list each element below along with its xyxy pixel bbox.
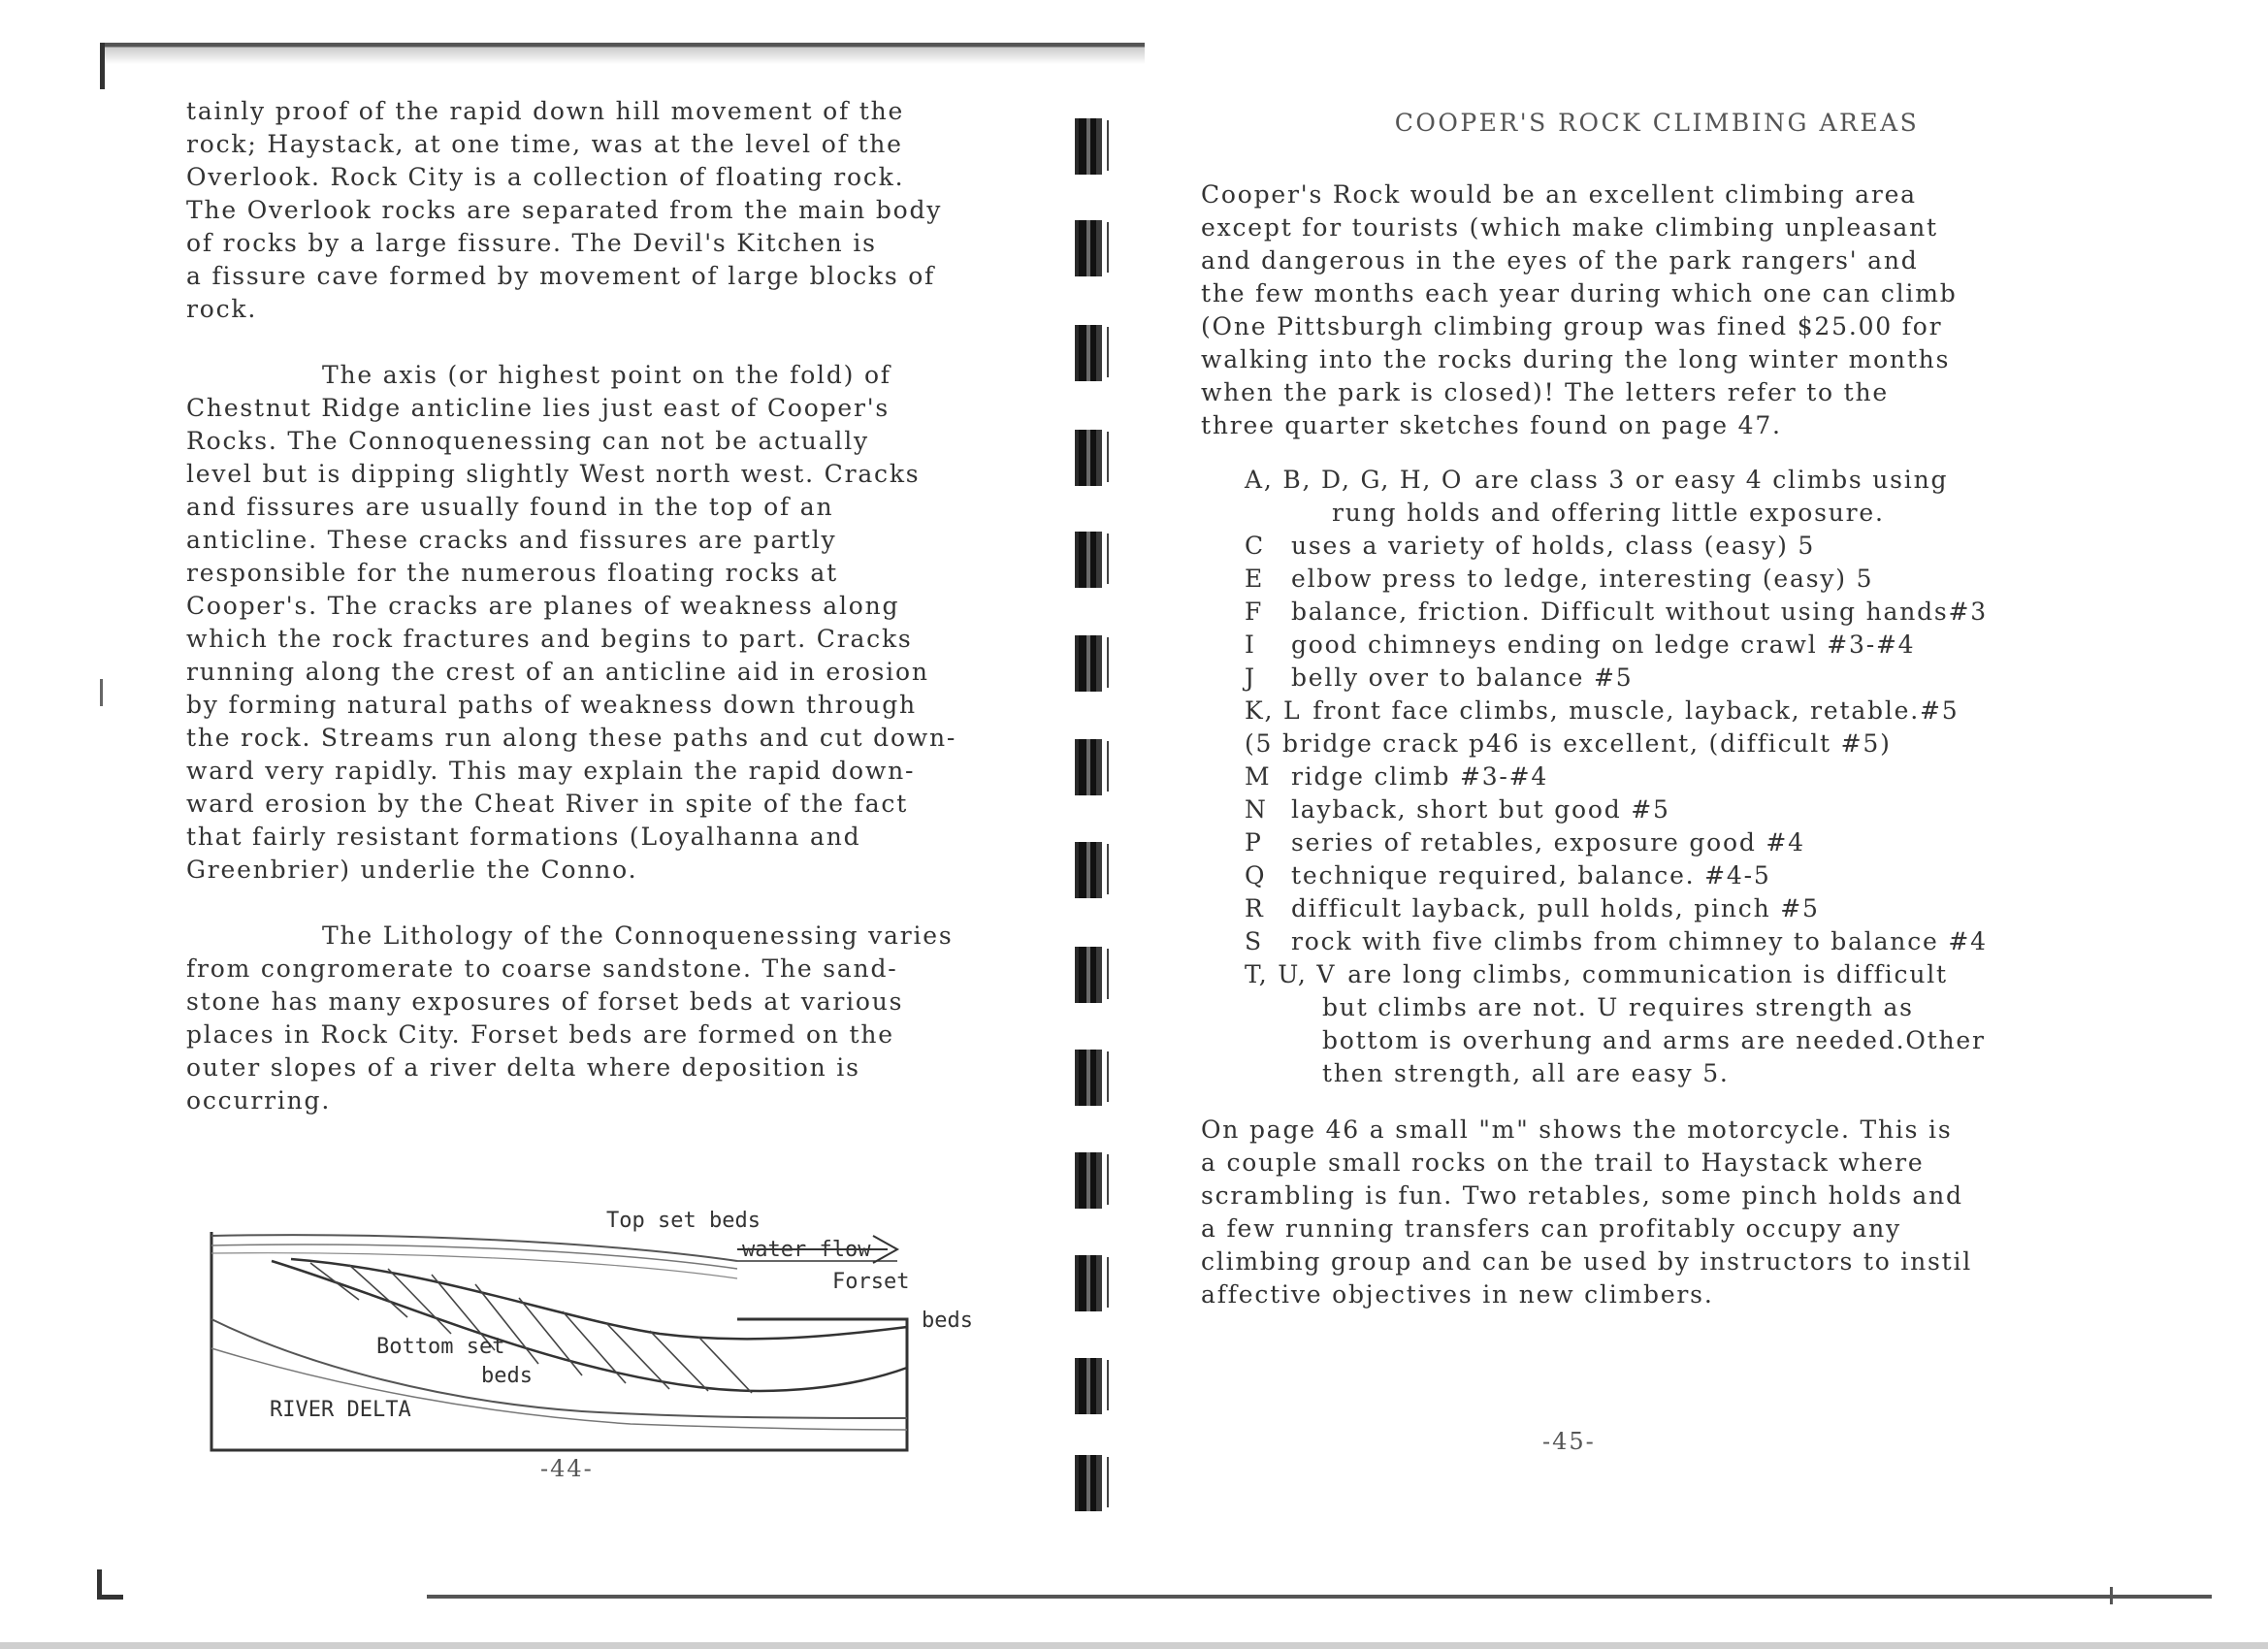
scan-tick-right xyxy=(2110,1587,2113,1604)
climb-label: Q xyxy=(1245,861,1267,889)
climb-text: belly over to balance #5 xyxy=(1291,663,1634,692)
binding-ring xyxy=(1075,947,1102,1003)
label-forset: Forset xyxy=(832,1270,910,1294)
climb-item xyxy=(1245,530,2074,563)
binding-ring xyxy=(1075,635,1102,692)
scan-edge-top xyxy=(102,43,1145,64)
label-top-set-beds: Top set beds xyxy=(606,1209,761,1233)
climb-text: uses a variety of holds, class (easy) 5 xyxy=(1291,532,1816,560)
label-bottom-beds: beds xyxy=(481,1364,533,1388)
text-line: The Lithology of the Connoquenessing varies xyxy=(322,922,954,950)
climb-item xyxy=(1245,826,2074,859)
climb-item xyxy=(1245,958,2074,991)
text-line: outer slopes of a river delta where deposition is xyxy=(186,1053,860,1082)
climb-text: elbow press to ledge, interesting (easy) 5 xyxy=(1291,565,1874,593)
crop-corner-mark xyxy=(97,1569,123,1600)
climb-text: ridge climb #3-#4 xyxy=(1291,762,1549,791)
climb-item xyxy=(1245,892,2074,925)
climb-text: front face climbs, muscle, layback, retable.#5 xyxy=(1312,696,1960,725)
climb-label: A, B, D, G, H, O xyxy=(1245,466,1464,494)
climb-label: R xyxy=(1245,894,1265,922)
climb-item xyxy=(1245,596,2074,629)
climb-item xyxy=(1245,793,2074,826)
climb-item xyxy=(1245,629,2074,662)
climb-text: are long climbs, communication is difficult xyxy=(1347,960,1948,988)
text-line: scrambling is fun. Two retables, some pinch holds and xyxy=(1201,1181,1963,1210)
climb-label: N xyxy=(1245,795,1268,824)
text-line: rock. xyxy=(186,295,258,323)
climb-item xyxy=(1245,728,2074,760)
text-line: climbing group and can be used by instructors to instil xyxy=(1201,1247,1973,1276)
climb-text: series of retables, exposure good #4 xyxy=(1291,828,1805,857)
climb-text: rock with five climbs from chimney to balance #4 xyxy=(1291,927,1988,955)
text-line: Rocks. The Connoquenessing can not be actually xyxy=(186,427,869,455)
climb-continuation: bottom is overhung and arms are needed.Other xyxy=(1322,1026,1986,1054)
text-line: of rocks by a large fissure. The Devil's Kitchen is xyxy=(186,229,877,257)
text-line: ward erosion by the Cheat River in spite of the fact xyxy=(186,790,909,818)
text-line: a few running transfers can profitably occupy any xyxy=(1201,1214,1901,1243)
paragraph-gap xyxy=(1201,442,2074,464)
text-line: Chestnut Ridge anticline lies just east of Cooper's xyxy=(186,394,891,422)
text-line: occurring. xyxy=(186,1086,332,1115)
scan-edge-left xyxy=(100,43,105,89)
binding-ring xyxy=(1075,220,1102,276)
page-number-left: -44- xyxy=(540,1455,594,1482)
climb-item xyxy=(1245,662,2074,695)
text-line: On page 46 a small "m" shows the motorcycle. This is xyxy=(1201,1116,1953,1144)
binding-ring xyxy=(1075,1358,1102,1414)
climb-label: F xyxy=(1245,598,1264,626)
paragraph-gap xyxy=(1201,1090,2074,1114)
text-line: tainly proof of the rapid down hill movement of the xyxy=(186,97,905,125)
text-line: responsible for the numerous floating rocks at xyxy=(186,559,838,587)
climb-label: P xyxy=(1245,828,1263,857)
right-page xyxy=(1201,107,2074,1311)
paragraph-gap xyxy=(186,326,1040,359)
text-line: when the park is closed)! The letters refer to the xyxy=(1201,378,1889,406)
text-line: by forming natural paths of weakness down through xyxy=(186,691,917,719)
climb-continuation: but climbs are not. U requires strength as xyxy=(1322,993,1914,1021)
binding-ring xyxy=(1075,1050,1102,1106)
page-title: COOPER'S ROCK CLIMBING AREAS xyxy=(1394,109,1920,137)
binding-ring xyxy=(1075,1152,1102,1209)
climb-label: E xyxy=(1245,565,1265,593)
climb-text: layback, short but good #5 xyxy=(1291,795,1670,824)
label-river-delta: RIVER DELTA xyxy=(270,1398,411,1422)
intro-paragraph xyxy=(1201,178,2074,442)
text-line: the rock. Streams run along these paths and cut down- xyxy=(186,724,957,752)
text-line: walking into the rocks during the long winter months xyxy=(1201,345,1951,373)
binding-ring xyxy=(1075,842,1102,898)
text-line: The Overlook rocks are separated from the main body xyxy=(186,196,943,224)
climb-label: K, L xyxy=(1245,696,1302,725)
text-line: Greenbrier) underlie the Conno. xyxy=(186,856,638,884)
scan-tick-left xyxy=(100,679,103,706)
climb-text: (5 bridge crack p46 is excellent, (difficult #5) xyxy=(1245,729,1892,758)
climb-label: M xyxy=(1245,762,1272,791)
climb-item xyxy=(1245,859,2074,892)
left-paragraph-3 xyxy=(186,920,1040,1117)
label-water-flow: water flow xyxy=(742,1238,871,1262)
left-paragraph-2 xyxy=(186,359,1040,887)
text-line: except for tourists (which make climbing unpleasant xyxy=(1201,213,1938,242)
text-line: from congromerate to coarse sandstone. The sand- xyxy=(186,954,898,983)
binding-ring xyxy=(1075,325,1102,381)
text-line: the few months each year during which one can climb xyxy=(1201,279,1958,307)
text-line: places in Rock City. Forset beds are formed on the xyxy=(186,1020,894,1049)
binding-ring xyxy=(1075,1255,1102,1311)
left-paragraph-1 xyxy=(186,95,1040,326)
climb-item xyxy=(1245,563,2074,596)
hatch-line xyxy=(310,1263,359,1300)
text-line: Overlook. Rock City is a collection of floating rock. xyxy=(186,163,905,191)
spiral-binding xyxy=(1072,0,1140,1649)
text-line: stone has many exposures of forset beds at various xyxy=(186,987,904,1016)
climb-item xyxy=(1245,925,2074,958)
climb-label: I xyxy=(1245,630,1256,659)
text-line: affective objectives in new climbers. xyxy=(1201,1280,1714,1309)
climb-item xyxy=(1245,695,2074,728)
text-line: which the rock fractures and begins to part. Cracks xyxy=(186,625,913,653)
hatch-line xyxy=(698,1337,752,1393)
binding-ring xyxy=(1075,739,1102,795)
climb-text: technique required, balance. #4-5 xyxy=(1291,861,1771,889)
climb-label: C xyxy=(1245,532,1265,560)
text-line: and dangerous in the eyes of the park rangers' and xyxy=(1201,246,1919,275)
binding-ring xyxy=(1075,1455,1102,1511)
climb-item xyxy=(1245,760,2074,793)
text-line: rock; Haystack, at one time, was at the level of the xyxy=(186,130,903,158)
paragraph-gap xyxy=(186,887,1040,920)
left-page xyxy=(186,95,1040,1117)
river-delta-diagram xyxy=(194,1203,999,1494)
climb-text: good chimneys ending on ledge crawl #3-#4 xyxy=(1291,630,1916,659)
climb-label: S xyxy=(1245,927,1263,955)
text-line: three quarter sketches found on page 47. xyxy=(1201,411,1782,439)
climb-continuation: rung holds and offering little exposure. xyxy=(1332,499,1885,527)
text-line: anticline. These cracks and fissures are partly xyxy=(186,526,837,554)
label-bottom-set: Bottom set xyxy=(376,1335,505,1359)
climb-text: are class 3 or easy 4 climbs using xyxy=(1474,466,1949,494)
text-line: running along the crest of an anticline aid in erosion xyxy=(186,658,929,686)
binding-ring xyxy=(1075,430,1102,486)
text-line: level but is dipping slightly West north west. Cracks xyxy=(186,460,921,488)
text-line: a fissure cave formed by movement of large blocks of xyxy=(186,262,936,290)
page-number-right: -45- xyxy=(1542,1428,1596,1455)
text-line: Cooper's Rock would be an excellent climbing area xyxy=(1201,180,1917,209)
climb-continuation: then strength, all are easy 5. xyxy=(1322,1059,1730,1087)
text-line: ward very rapidly. This may explain the rapid down- xyxy=(186,757,916,785)
text-line: a couple small rocks on the trail to Haystack where xyxy=(1201,1148,1925,1177)
climb-label: J xyxy=(1245,663,1256,692)
climb-text: difficult layback, pull holds, pinch #5 xyxy=(1291,894,1820,922)
text-line: The axis (or highest point on the fold) of xyxy=(322,361,891,389)
climb-label: T, U, V xyxy=(1245,960,1337,988)
climb-text: balance, friction. Difficult without using hands#3 xyxy=(1291,598,1988,626)
climb-item xyxy=(1245,464,2074,497)
binding-ring xyxy=(1075,118,1102,175)
text-line: Cooper's. The cracks are planes of weakness along xyxy=(186,592,900,620)
page-bottom-edge xyxy=(427,1595,2212,1599)
climb-list xyxy=(1245,464,2074,1090)
label-beds: beds xyxy=(922,1309,973,1333)
text-line: and fissures are usually found in the top of an xyxy=(186,493,834,521)
binding-ring xyxy=(1075,532,1102,588)
hatch-line xyxy=(563,1311,626,1383)
closing-paragraph xyxy=(1201,1114,2074,1311)
text-line: (One Pittsburgh climbing group was fined $25.00 for xyxy=(1201,312,1943,340)
text-line: that fairly resistant formations (Loyalhanna and xyxy=(186,823,861,851)
